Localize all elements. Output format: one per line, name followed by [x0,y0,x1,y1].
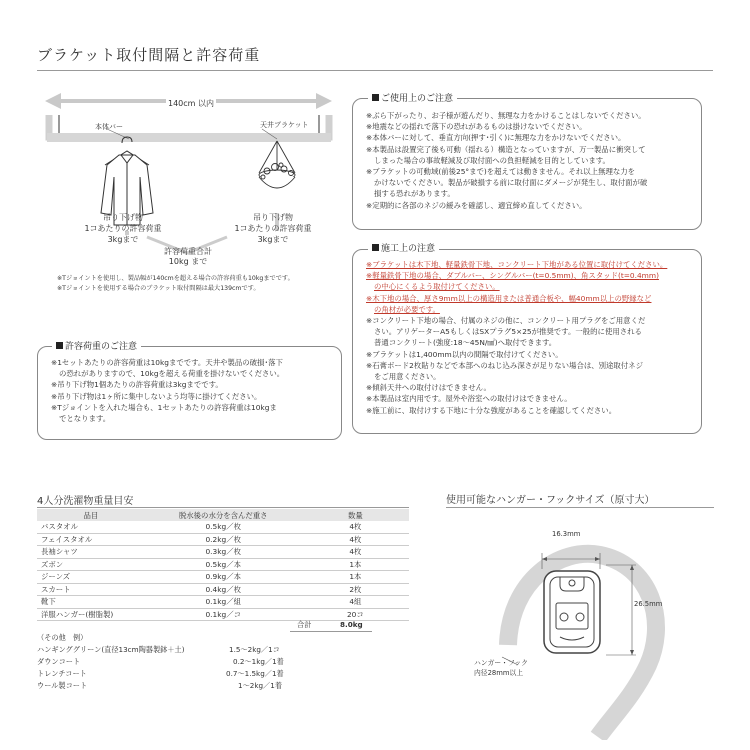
weight-cell: 0.1kg／コ [145,608,302,621]
install-warning-line: ※軽量鉄骨下地の場合、ダブルバー、シングルバー(t=0.5mm)、角スタッド(t=0.4mm) [366,271,659,281]
qty-cell: 2枚 [302,583,409,596]
others-weight: 1.5～2kg／1コ [229,644,280,654]
install-warning-line: ※ブラケットは木下地、軽量鉄骨下地、コンクリート下地がある位置に取付けてください。 [366,260,668,269]
bar-label: 本体バー [95,123,123,131]
list-item [37,668,297,680]
weight-cell: 0.2kg／枚 [145,533,302,546]
weight-cell: 0.1kg／組 [145,596,302,609]
hanger-diagram [490,525,720,740]
usage-note-line: ※ぶら下がったり、お子様が遊んだり、無理な力をかけることはしないでください。 [366,111,646,120]
diagram-footnotes [57,274,294,294]
table-row [37,546,409,559]
install-warning-line: ※木下地の場合、厚さ9mm以上の構造用または普通合板や、幅40mm以上の野縁など [366,293,652,303]
column-header: 脱水後の水分を含んだ重さ [145,509,302,521]
item-cell: 洋服ハンガー(樹脂製) [37,608,145,621]
item-cell: フェイスタオル [37,533,145,546]
load-note-line: ※1セットあたりの許容荷重は10kgまでです。天井や製品の破損･落下 [51,358,283,367]
page-title: ブラケット取付間隔と許容荷重 [37,46,261,64]
hanger-width-label: 16.3mm [552,530,581,538]
install-note-line: ※施工前に、取付けする下地に十分な強度があることを確認してください。 [366,405,617,415]
weight-cell: 0.3kg／枚 [145,546,302,559]
usage-notes-title-text: ご使用上のご注意 [381,94,454,104]
list-item [37,680,297,692]
hanger-height-label: 26.5mm [634,600,663,608]
list-item [37,656,297,668]
install-note-line: ※コンクリート下地の場合、付属のネジの他に、コンクリート用プラグをご用意くだ [366,316,646,326]
total-load-line-2: 10kg まで [168,257,208,266]
table-row [37,521,409,533]
install-note-line: をご用意ください。 [374,372,441,382]
usage-note-line: ※本体バーに対して、垂直方向(押す･引く)に無理な力をかけないでください。 [366,133,626,143]
column-header: 数量 [302,509,409,521]
qty-cell: 1本 [302,571,409,584]
usage-notes-list [366,110,696,211]
total-value: 8.0kg [340,620,363,629]
load-note-line: ※吊り下げ物は1ヶ所に集中しないよう均等に掛けてください。 [51,391,262,401]
others-item: ハンギンググリーン(直径13cm陶器製鉢＋土) [37,644,185,654]
install-notes-title [368,241,439,254]
load-notes-title [52,339,141,352]
usage-note-line: かけないでください。製品が破損する前に取付面にダメージが発生し、取付面が破 [374,178,648,188]
weight-cell: 0.5kg／本 [145,558,302,571]
title-divider [37,70,713,71]
right-load-line-1: 吊り下げ物 [253,213,293,222]
load-note-line: の恐れがありますので、10kgを超える荷重を掛けないでください。 [59,369,285,379]
total-load-label [143,247,233,267]
left-load-label [78,212,168,245]
table-row [37,583,409,596]
footnote-2: ※Tジョイントを使用する場合のブラケット取付間隔は最大139cmです。 [57,285,260,292]
laundry-divider [37,507,409,508]
laundry-title: 4人分洗濯物重量目安 [37,496,134,507]
left-load-line-1: 吊り下げ物 [103,213,143,222]
install-warning-line: の角材が必要です。 [374,304,440,314]
laundry-table [37,509,409,621]
total-label: 合計 [297,620,312,629]
weight-cell: 0.4kg／枚 [145,583,302,596]
usage-note-line: ※ブラケットの可動域(前後25°まで)を超えては動きません。それ以上無理な力を [366,167,636,177]
install-note-line: さい。アリゲーターA5もしくはSXプラグ5×25が推奨です。一般的に使用される [374,327,642,337]
install-notes-list [366,259,696,416]
left-load-line-3: 3kgまで [107,235,139,244]
table-row [37,596,409,609]
install-notes-title-text: 施工上の注意 [381,244,436,254]
others-weight: 0.7～1.5kg／1着 [226,668,284,678]
others-title: （その他 例） [37,633,88,642]
others-item: ダウンコート [37,656,81,666]
others-item: トレンチコート [37,668,87,678]
load-notes-list [51,357,336,424]
hanger-divider [446,507,714,508]
hanger-caption [474,659,528,678]
install-note-line: ※ブラケットは1,400mm以内の間隔で取付けてください。 [366,349,563,359]
footnote-1: ※Tジョイントを使用し、製品幅が140cmを超える場合の許容荷重も10kgまでです。 [57,275,294,282]
load-notes-title-text: 許容荷重のご注意 [65,342,138,352]
qty-cell: 4枚 [302,533,409,546]
item-cell: 靴下 [37,596,145,609]
load-note-line: ※Tジョイントを入れた場合も、1セットあたりの許容荷重は10kgま [51,402,277,412]
bracket-label: 天井ブラケット [260,121,309,129]
table-row [37,558,409,571]
usage-note-line: ※本製品は設置完了後も可動（揺れる）構造となっていますが、万一製品に衝突して [366,144,646,154]
span-label: 140cm 以内 [168,99,215,108]
right-load-line-3: 3kgまで [257,235,289,244]
plant-icon [259,141,295,188]
usage-note-line: ※地震などの揺れで落下の恐れがあるものは掛けないでください。 [366,122,587,132]
weight-cell: 0.5kg／枚 [145,521,302,533]
others-weight: 1～2kg／1着 [238,680,283,690]
qty-cell: 20コ [302,608,409,621]
bracket-profile [544,571,600,653]
install-note-line: 普通コンクリート(強度:18～45N/㎟)へ取付できます。 [374,338,557,348]
table-row [37,533,409,546]
others-item: ウール製コート [37,680,88,690]
total-load-line-1: 許容荷重合計 [164,247,212,256]
right-load-label [228,212,318,245]
usage-note-line: 損する恐れがあります。 [374,189,455,199]
left-load-line-2: 1コあたりの許容荷重 [84,224,162,233]
hanger-caption-line-2: 内径28mm以上 [474,668,524,677]
usage-note-line: ※定期的に各部のネジの緩みを確認し、適宜締め直してください。 [366,200,587,210]
load-note-line: ※吊り下げ物1個あたりの許容荷重は3kgまでです。 [51,380,223,390]
usage-notes-title [368,91,457,104]
item-cell: ズボン [37,558,145,571]
others-weight: 0.2～1kg／1着 [233,656,284,666]
others-list [37,632,297,692]
weight-cell: 0.9kg／本 [145,571,302,584]
item-cell: スカート [37,583,145,596]
item-cell: バスタオル [37,521,145,533]
qty-cell: 4枚 [302,521,409,533]
table-header-row [37,509,409,521]
usage-note-line: しまった場合の事故軽減及び取付面への負担軽減を目的としています。 [374,155,610,165]
install-note-line: ※本製品は室内用です。屋外や浴室への取付けはできません。 [366,394,572,404]
install-note-line: ※傾斜天井への取付けはできません。 [366,383,491,393]
item-cell: ジーンズ [37,571,145,584]
hanger-hook-graphic [490,525,720,740]
table-row [37,571,409,584]
column-header: 品目 [37,509,145,521]
item-cell: 長袖シャツ [37,546,145,559]
qty-cell: 1本 [302,558,409,571]
load-note-line: でとなります。 [59,414,111,424]
right-load-line-2: 1コあたりの許容荷重 [234,224,312,233]
hanger-title: 使用可能なハンガー・フックサイズ（原寸大） [446,495,655,506]
install-warning-line: の中心にくるよう取付けてください。 [374,282,500,292]
list-item [37,644,297,656]
total-underline [290,631,372,632]
qty-cell: 4組 [302,596,409,609]
install-note-line: ※石膏ボード2枚貼りなどで本部へのねじ込み深さが足りない場合は、別途取付ネジ [366,360,643,370]
hanger-caption-line-1: ハンガー・フック [474,659,528,667]
qty-cell: 4枚 [302,546,409,559]
